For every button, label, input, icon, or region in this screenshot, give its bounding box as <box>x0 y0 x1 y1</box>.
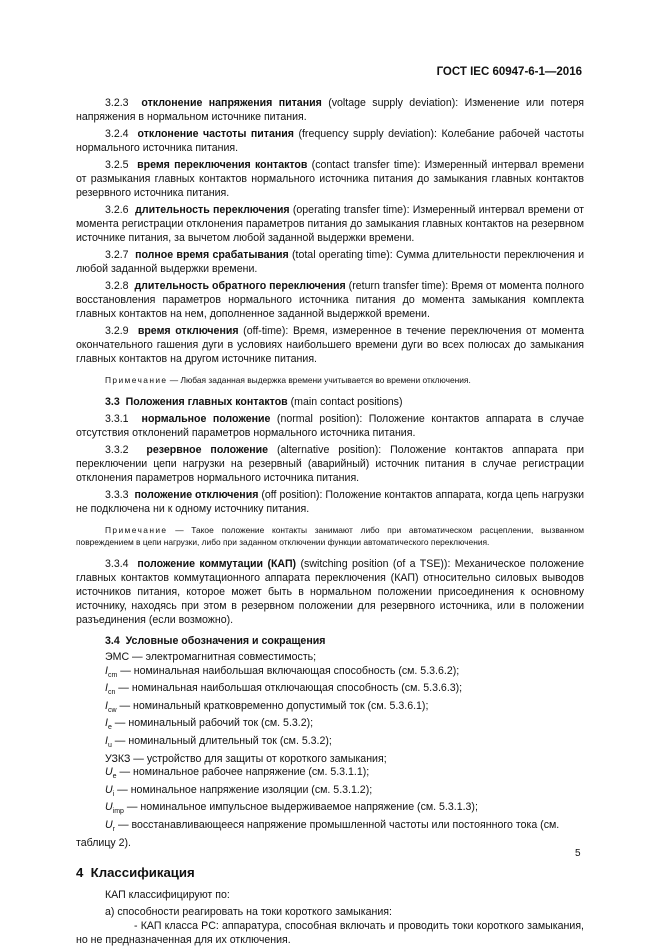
symbol-subscript: imp <box>112 808 124 816</box>
definition-english: (off position): <box>258 489 323 501</box>
definition-item <box>76 279 584 321</box>
definition-item <box>76 96 584 124</box>
definition-term: длительность переключения <box>135 204 290 216</box>
section-3-4-heading: 3.4 Условные обозначения и сокращения <box>105 635 326 647</box>
symbol: I <box>105 699 108 712</box>
symbol-subscript: cw <box>107 706 117 714</box>
note-text: — Любая заданная выдержка времени учитывается во времени отключения. <box>167 375 471 385</box>
abbreviation-text: УЗКЗ — устройство для защиты от короткого замыкания; <box>105 752 387 765</box>
definition-term: полное время срабатывания <box>135 249 289 261</box>
standard-header: ГОСТ IEC 60947-6-1—2016 <box>436 66 582 78</box>
definition-item <box>76 324 584 366</box>
definition-english: (voltage supply deviation): <box>321 97 459 109</box>
definitions-3-3 <box>76 412 584 516</box>
abbreviation-item <box>105 784 584 802</box>
symbol-subscript: r <box>112 825 115 833</box>
abbreviation-item <box>105 665 584 683</box>
definition-number: 3.3.1 <box>105 413 129 425</box>
page-number: 5 <box>575 848 581 859</box>
abbreviation-item <box>105 651 584 665</box>
definition-english: (off-time): <box>238 325 289 337</box>
definition-text: Время от момента полного восстановления параметров нормального источника питания до момента замыкания комплекта главных контактов на нем, дополненное заданной выдержкой времени. <box>76 280 584 320</box>
definition-item <box>76 412 584 440</box>
symbol: U <box>105 783 113 796</box>
definition-item <box>76 443 584 485</box>
definition-term: резервное положение <box>146 444 269 456</box>
definition-term: положение отключения <box>134 489 259 501</box>
symbol-subscript: cm <box>107 671 118 679</box>
abbreviation-item <box>105 682 584 700</box>
symbol-subscript: e <box>107 724 112 732</box>
definition-item <box>76 203 584 245</box>
abbreviation-text: — номинальный кратковременно допустимый ток (см. 5.3.6.1); <box>116 699 429 712</box>
symbol: U <box>105 766 113 779</box>
abbreviation-text: ЭМС — электромагнитная совместимость; <box>105 651 317 663</box>
definition-number: 3.2.7 <box>105 249 129 261</box>
note-label: Примечание <box>105 375 168 385</box>
page-content <box>76 96 584 947</box>
abbreviation-text: — номинальная наибольшая отключающая способность (см. 5.3.6.3); <box>115 682 463 695</box>
abbreviation-item <box>105 717 584 735</box>
symbol-subscript: cn <box>107 689 116 697</box>
abbreviation-text: — номинальное рабочее напряжение (см. 5.3.1.1); <box>116 766 370 779</box>
definition-number: 3.2.4 <box>105 128 129 140</box>
definition-text: Положение контактов аппарата в случае отсутствия отклонений параметров нормального источника питания. <box>76 413 584 439</box>
definition-item <box>76 127 584 155</box>
abbreviation-text: — номинальное напряжение изоляции (см. 5.3.1.2); <box>114 783 373 796</box>
abbreviation-text: — номинальная наибольшая включающая способность (см. 5.3.6.2); <box>117 664 460 677</box>
definition-english: (normal position): <box>270 413 363 425</box>
definition-term: длительность обратного переключения <box>134 280 346 292</box>
abbreviation-item <box>76 819 584 850</box>
symbol-subscript: u <box>107 741 112 749</box>
section-3-3-heading: 3.3 Положения главных контактов (main contact positions) <box>105 396 403 408</box>
symbol: I <box>105 682 108 695</box>
definition-text: Измеренный интервал времени от момента регистрации отклонения параметров питания до замыкания главных контактов на резервном источнике питания, за вычетом любой заданной выдержки времени. <box>76 204 584 244</box>
definition-text: Сумма длительности переключения и любой заданной выдержки времени. <box>76 249 584 275</box>
abbreviation-text: — восстанавливающееся напряжение промышленной частоты или постоянного тока (см. таблицу 2). <box>76 818 560 849</box>
definition-number: 3.3.3 <box>105 489 129 501</box>
definition-number: 3.2.5 <box>105 159 129 171</box>
abbreviation-text: — номинальный рабочий ток (см. 5.3.2); <box>111 717 314 730</box>
abbreviation-item <box>105 753 584 767</box>
definition-term: время отключения <box>137 325 239 337</box>
classification-item-a: а) способности реагировать на токи короткого замыкания: <box>105 906 392 919</box>
definition-english: (frequency supply deviation): <box>293 128 437 140</box>
symbol: I <box>105 734 108 747</box>
definition-english: (total operating time): <box>288 249 393 261</box>
section-4-heading: 4 Классификация <box>76 865 195 881</box>
definition-3-3-4: 3.3.4 положение коммутации (КАП) (switching position (of a TSE)): Механическое положение главных контактов коммутационного аппарата переключения (КАП) относительно силовых выводов источников питания, которое может быть в нормальном положении присоединения к основному источнику, находясь при этом в резервном положении для резервного источника, или в положении разъединения (если возможно). <box>76 558 584 626</box>
definition-english: (contact transfer time): <box>307 159 421 171</box>
note-off-position <box>76 524 584 548</box>
definition-term: нормальное положение <box>141 413 271 425</box>
abbreviation-list <box>76 651 584 850</box>
definition-text: Колебание рабочей частоты нормального источника питания. <box>76 128 584 154</box>
classification-intro: КАП классифицируют по: <box>105 889 230 902</box>
symbol: U <box>105 818 113 831</box>
classification-item-a1: - КАП класса PC: аппаратура, способная включать и проводить токи короткого замыкания, но не предназначенная для их отключения. <box>76 920 584 947</box>
abbreviation-item <box>105 766 584 784</box>
abbreviation-item <box>105 735 584 753</box>
symbol: U <box>105 801 113 814</box>
symbol: I <box>105 717 108 730</box>
definition-english: (operating transfer time): <box>289 204 410 216</box>
definition-term: отклонение напряжения питания <box>141 97 322 109</box>
definition-item <box>76 488 584 516</box>
definition-text: Положение контактов аппарата при переключении цепи нагрузки на резервный (аварийный) источник питания в случае регистрации отклонения параметров нормального источника питания. <box>76 444 584 484</box>
definition-number: 3.3.2 <box>105 444 129 456</box>
note-time-delay <box>76 374 584 386</box>
definition-number: 3.2.8 <box>105 280 129 292</box>
definition-english: (return transfer time): <box>345 280 449 292</box>
abbreviation-text: — номинальный длительный ток (см. 5.3.2); <box>111 734 332 747</box>
definition-number: 3.2.9 <box>105 325 129 337</box>
note-label: Примечание <box>105 525 168 535</box>
definition-text: Положение контактов аппарата, когда цепь нагрузки не подключена ни к одному источнику питания. <box>76 489 584 515</box>
abbreviation-item <box>105 700 584 718</box>
definition-term: отклонение частоты питания <box>137 128 294 140</box>
definition-text: Изменение или потеря напряжения в нормальном источнике питания. <box>76 97 584 123</box>
abbreviation-text: — номинальное импульсное выдерживаемое напряжение (см. 5.3.1.3); <box>123 801 478 814</box>
abbreviation-item <box>105 801 584 819</box>
definition-number: 3.2.3 <box>105 97 129 109</box>
definitions-3-2 <box>76 96 584 366</box>
definition-text: Время, измеренное в течение переключения от момента окончательного гашения дуги в условиях наибольшего времени дуги во всех полюсах до замыкания главных контактов на другом источнике питания. <box>76 325 585 365</box>
symbol-subscript: e <box>112 773 117 781</box>
definition-term: время переключения контактов <box>137 159 308 171</box>
definition-item <box>76 158 584 200</box>
definition-text: Измеренный интервал времени от размыкания главных контактов нормального источника питания до замыкания главных контактов резервного источника питания. <box>76 159 584 199</box>
symbol-subscript: i <box>112 790 115 798</box>
definition-item <box>76 248 584 276</box>
definition-english: (alternative position): <box>268 444 382 456</box>
definition-number: 3.2.6 <box>105 204 129 216</box>
note-text: — Такое положение контакты занимают либо при автоматическом расцеплении, вызванном повреждением в цепи нагрузки, либо при заданном отключении функции автоматического переключения. <box>76 525 584 547</box>
symbol: I <box>105 664 108 677</box>
